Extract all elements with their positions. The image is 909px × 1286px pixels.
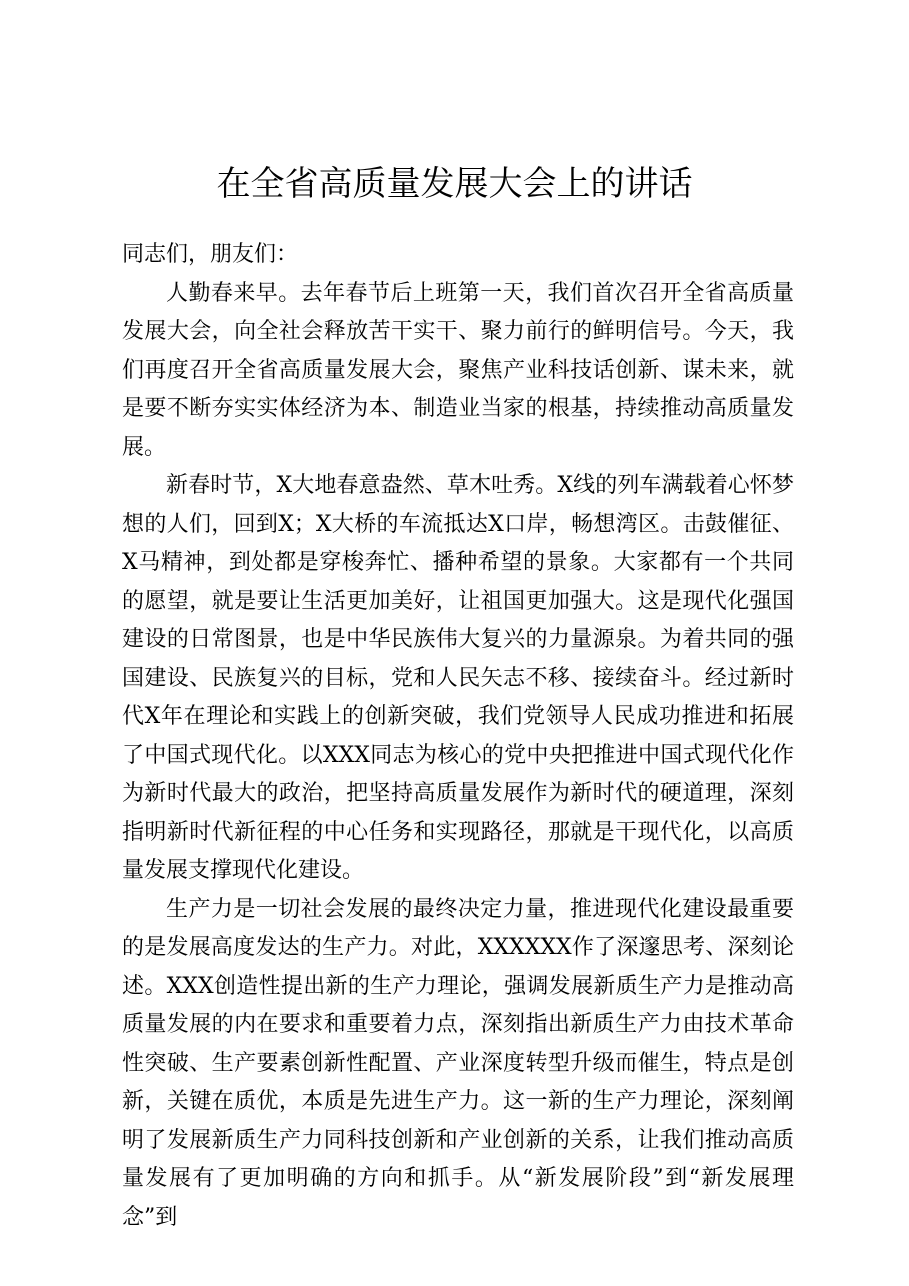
paragraph-1: 人勤春来早。去年春节后上班第一天，我们首次召开全省高质量发展大会，向全社会释放苦干实干、聚力前行的鲜明信号。今天，我们再度召开全省高质量发展大会，聚焦产业科技话创新、谋未来，就是要不断夯实实体经济为本、制造业当家的根基，持续推动高质量发展。: [122, 280, 794, 460]
document-body: [122, 236, 794, 1237]
salutation: 同志们，朋友们：: [122, 242, 299, 267]
paragraph-3: 生产力是一切社会发展的最终决定力量，推进现代化建设最重要的是发展高度发达的生产力。对此，XXXXXX作了深邃思考、深刻论述。XXX创造性提出新的生产力理论，强调发展新质生产力是推动高质量发展的内在要求和重要着力点，深刻指出新质生产力由技术革命性突破、生产要素创新性配置、产业深度转型升级而催生，特点是创新，关键在质优，本质是先进生产力。这一新的生产力理论，深刻阐明了发展新质生产力同科技创新和产业创新的关系，让我们推动高质量发展有了更加明确的方向和抓手。从“新发展阶段”到“新发展理念”到: [122, 896, 794, 1230]
document-title: 在全省高质量发展大会上的讲话: [216, 164, 693, 204]
paragraph-2: 新春时节，X大地春意盎然、草木吐秀。X线的列车满载着心怀梦想的人们，回到X；X大桥的车流抵达X口岸，畅想湾区。击鼓催征、X马精神，到处都是穿梭奔忙、播种希望的景象。大家都有一个共同的愿望，就是要让生活更加美好，让祖国更加强大。这是现代化强国建设的日常图景，也是中华民族伟大复兴的力量源泉。为着共同的强国建设、民族复兴的目标，党和人民矢志不移、接续奋斗。经过新时代X年在理论和实践上的创新突破，我们党领导人民成功推进和拓展了中国式现代化。以XXX同志为核心的党中央把推进中国式现代化作为新时代最大的政治，把坚持高质量发展作为新时代的硬道理，深刻指明新时代新征程的中心任务和实现路径，那就是干现代化，以高质量发展支撑现代化建设。: [122, 473, 794, 883]
